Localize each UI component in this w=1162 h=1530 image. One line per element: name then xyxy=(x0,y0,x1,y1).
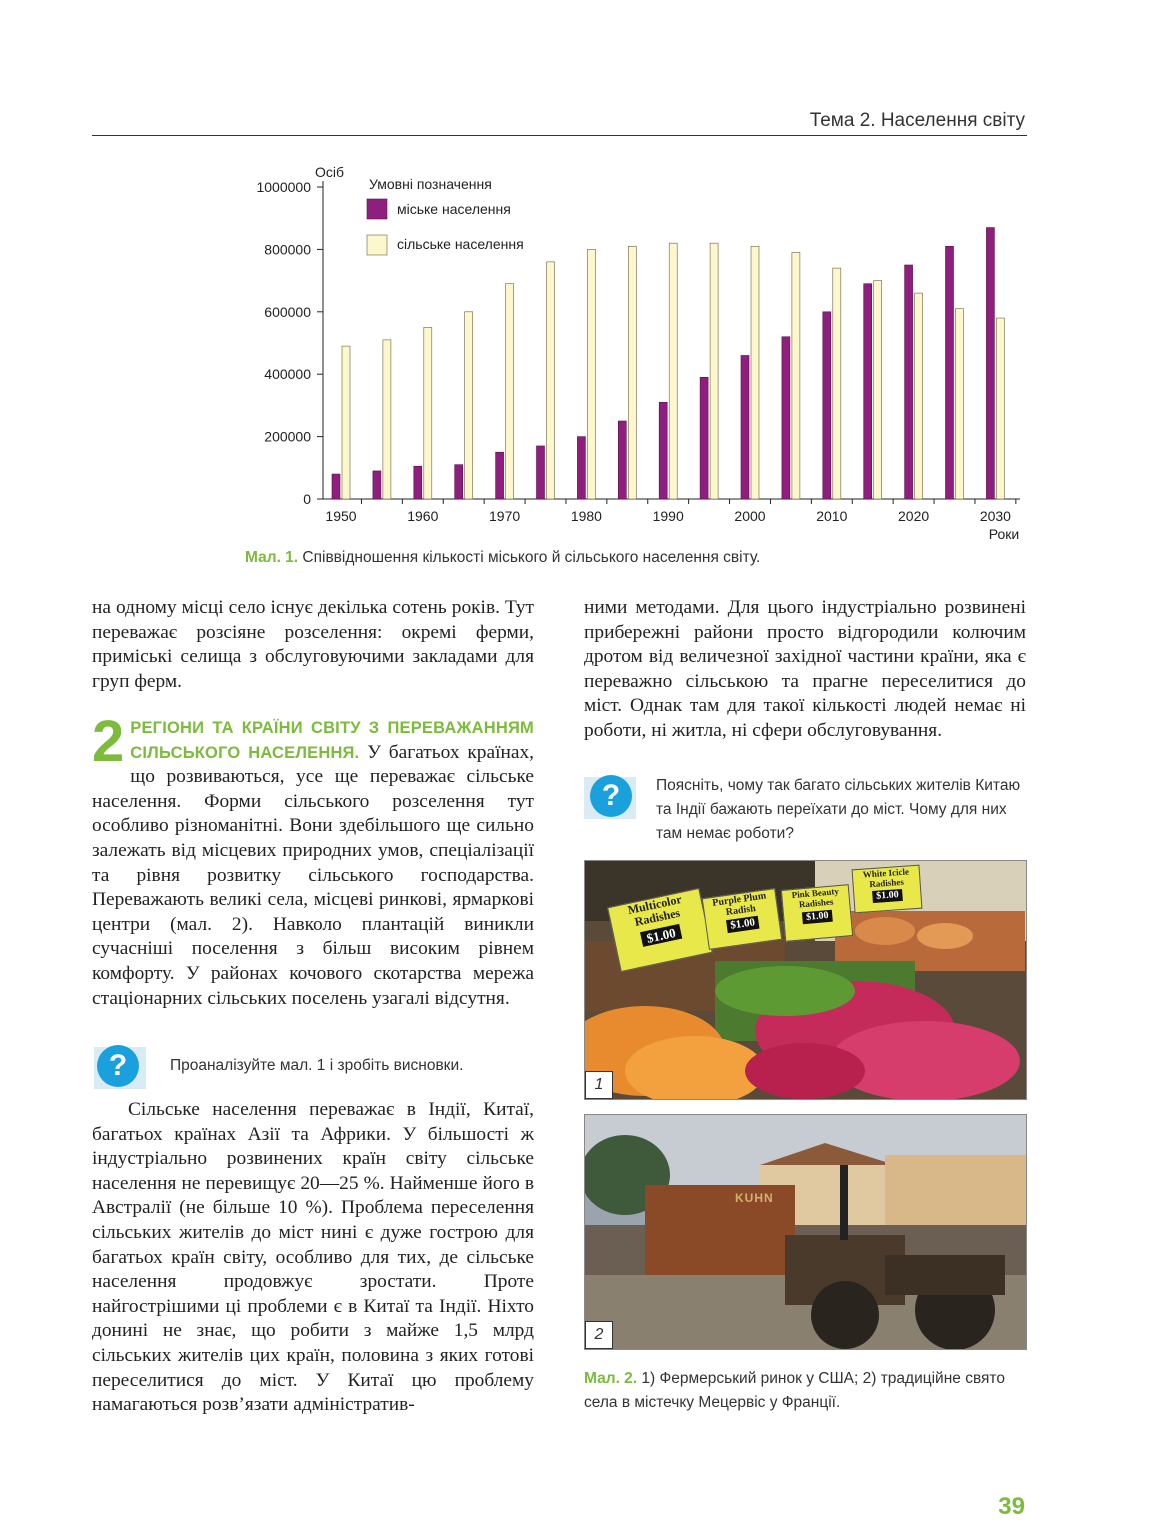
section-2 xyxy=(92,709,534,1011)
bar-urban-2015 xyxy=(864,284,872,499)
page-header-title: Тема 2. Населення світу xyxy=(809,110,1025,131)
page-number: 39 xyxy=(998,1493,1025,1520)
question-icon: ? xyxy=(590,775,632,817)
right-paragraph-1: ними методами. Для цього індустріально розвинені прибережні райони просто відгородили колючим дротом від величезної західної частини країни, яка є переважно сільською та прагне переселитися до міст. Однак там для такої кількості людей немає ні роботи, ні житла, ні сфери обслуговування. xyxy=(584,597,1026,741)
sign-label: Purple Plum Radish xyxy=(711,890,767,919)
bar-rural-1965 xyxy=(465,312,473,499)
section-text: У багатьох країнах, що розвиваються, усе ще переважає сільське населення. Форми сільського розселення тут особливо різноманітні. Вони здебільшого ще сильно залежать від місцевих природних умов, спеціалізації та рівня розвитку сільського господарства. Переважають великі села, місцеві ринкові, ярмаркові центри (мал. 2). Навколо плантацій виникли сучасніші поселення з більш високим рівнем комфорту. У районах кочового скотарства мережа стаціонарних сільських поселень узагалі відсутня. xyxy=(92,741,534,1009)
machine-brand-label: KUHN xyxy=(735,1191,774,1205)
legend-label-urban: міське населення xyxy=(397,201,511,217)
section-number: 2 xyxy=(92,709,125,774)
price-label: $1.00 xyxy=(872,889,903,903)
bar-rural-1955 xyxy=(383,340,391,499)
header-rule xyxy=(92,135,1027,136)
y-tick-label: 400000 xyxy=(264,366,311,383)
bar-rural-1950 xyxy=(342,346,350,499)
bar-urban-2025 xyxy=(946,246,954,499)
bar-urban-2020 xyxy=(905,265,913,499)
bar-urban-1985 xyxy=(618,421,626,499)
farmers-market-photo xyxy=(584,860,1027,1100)
bar-rural-2010 xyxy=(833,268,841,499)
bar-rural-2025 xyxy=(956,309,964,499)
bar-urban-1990 xyxy=(659,402,667,499)
section-heading: РЕГІОНИ ТА КРАЇНИ СВІТУ З ПЕРЕВАЖАННЯМ СІЛЬСЬКОГО НАСЕЛЕННЯ. xyxy=(130,719,534,762)
legend-label-rural: сільське населення xyxy=(397,236,524,252)
left-question: Проаналізуйте мал. 1 і зробіть висновки. xyxy=(170,1057,464,1074)
bar-rural-2020 xyxy=(915,293,923,499)
bar-urban-1960 xyxy=(414,466,422,499)
price-label: $1.00 xyxy=(640,924,682,947)
price-sign xyxy=(702,888,783,950)
left-paragraph-2-block xyxy=(92,1098,534,1418)
population-bar-chart xyxy=(230,155,1030,547)
x-tick-label: 2010 xyxy=(816,508,848,524)
legend-swatch-rural xyxy=(367,235,387,255)
bar-rural-1990 xyxy=(669,243,677,499)
bar-urban-1965 xyxy=(455,465,463,499)
bar-rural-2030 xyxy=(996,318,1004,499)
bar-rural-1980 xyxy=(587,249,595,499)
x-tick-label: 1990 xyxy=(652,508,684,524)
legend-title: Умовні позначення xyxy=(369,176,492,192)
left-column xyxy=(92,596,534,694)
x-axis-title: Роки xyxy=(988,526,1020,542)
bar-rural-1970 xyxy=(506,284,514,499)
x-tick-label: 2030 xyxy=(979,508,1011,524)
bar-urban-1980 xyxy=(577,437,585,499)
bar-rural-1995 xyxy=(710,243,718,499)
price-sign xyxy=(852,865,923,914)
bar-urban-1975 xyxy=(537,446,545,499)
y-tick-label: 0 xyxy=(303,491,311,507)
y-tick-label: 1000000 xyxy=(256,179,311,195)
chart-caption-text: Співвідношення кількості міського й сільського населення світу. xyxy=(298,549,761,566)
left-paragraph-2: Сільське населення переважає в Індії, Китаї, багатьох країнах Азії та Африки. У більшості ж індустріально розвинених країн світу сільське населення не перевищує 20—25 %. Найменше його в Австралії (не більше 10 %). Проблема переселення сільських жителів до міст нині є дуже гострою для багатьох країн світу, особливо для тих, де сільське населення продовжує зростати. Проте найгострішими ці проблеми є в Китаї та Індії. Ніхто донині не знає, що робити з майже 1,5 млрд сільських жителів цих країн, половина з яких готові переселитися до міст. У Китаї цю проблему намагаються розв’язати адміністратив- xyxy=(92,1099,534,1416)
question-icon: ? xyxy=(97,1045,139,1087)
bar-urban-1955 xyxy=(373,471,381,499)
y-tick-label: 600000 xyxy=(264,303,311,320)
bar-urban-2000 xyxy=(741,355,749,499)
bar-urban-1970 xyxy=(496,452,504,499)
bar-urban-1950 xyxy=(332,474,340,499)
bar-urban-2005 xyxy=(782,337,790,499)
price-label: $1.00 xyxy=(802,910,833,925)
legend-swatch-urban xyxy=(367,199,387,219)
sign-label: Pink Beauty Radishes xyxy=(791,886,840,910)
price-sign xyxy=(781,884,853,942)
x-tick-label: 2020 xyxy=(898,508,930,524)
chart-caption xyxy=(245,546,760,570)
left-paragraph-1: на одному місці село існує декілька сотень років. Тут переважає розсіяне розселення: окремі ферми, приміські селища з обслуговуючими закладами для груп ферм. xyxy=(92,597,534,692)
x-tick-label: 2000 xyxy=(734,508,766,524)
photo-caption xyxy=(584,1367,1026,1415)
y-tick-label: 800000 xyxy=(264,241,311,258)
bar-rural-1960 xyxy=(424,327,432,499)
bar-rural-1985 xyxy=(628,246,636,499)
village-festival-photo xyxy=(584,1114,1027,1350)
x-tick-label: 1960 xyxy=(407,508,439,524)
right-question: Поясніть, чому так багато сільських жителів Китаю та Індії бажають переїхати до міст. Чому для них там немає роботи? xyxy=(656,777,1021,842)
x-tick-label: 1950 xyxy=(325,508,357,524)
bar-rural-1975 xyxy=(547,262,555,499)
y-tick-label: 200000 xyxy=(264,428,311,445)
sign-label: White Icicle Radishes xyxy=(862,866,910,890)
x-tick-label: 1980 xyxy=(570,508,602,524)
right-column xyxy=(584,596,1026,744)
bar-rural-2015 xyxy=(874,281,882,499)
bar-rural-2005 xyxy=(792,253,800,499)
sign-label: Multicolor Radishes xyxy=(626,892,683,929)
y-axis-title: Осіб xyxy=(315,164,345,180)
village-festival-illustration xyxy=(585,1115,1026,1349)
x-tick-label: 1970 xyxy=(489,508,521,524)
chart-caption-label: Мал. 1. xyxy=(245,549,299,566)
photo-1-number: 1 xyxy=(585,1071,613,1099)
photo-2-number: 2 xyxy=(585,1321,613,1349)
photo-caption-text: 1) Фермерський ринок у США; 2) традиційне свято села в містечку Мецервіс у Франції. xyxy=(584,1370,1005,1411)
bar-rural-2000 xyxy=(751,246,759,499)
bar-urban-1995 xyxy=(700,377,708,499)
photo-caption-label: Мал. 2. xyxy=(584,1370,638,1387)
bar-urban-2030 xyxy=(986,228,994,499)
bar-urban-2010 xyxy=(823,312,831,499)
price-label: $1.00 xyxy=(726,916,760,933)
